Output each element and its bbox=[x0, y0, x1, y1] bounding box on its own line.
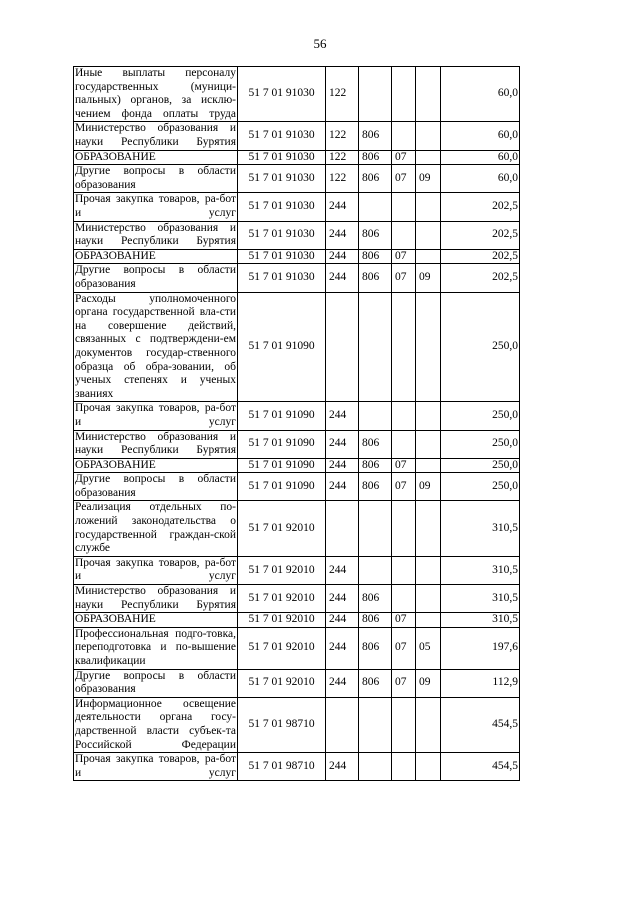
amount-cell: 250,0 bbox=[441, 458, 520, 473]
subsection-cell bbox=[416, 697, 441, 752]
ministry-code-cell: 806 bbox=[359, 150, 392, 165]
ministry-code-cell: 806 bbox=[359, 249, 392, 264]
ministry-code-cell bbox=[359, 697, 392, 752]
expense-type-cell: 244 bbox=[326, 458, 359, 473]
budget-table-body bbox=[74, 67, 520, 781]
section-cell: 07 bbox=[392, 165, 416, 193]
target-article-cell: 51 7 01 92010 bbox=[238, 627, 326, 669]
table-row bbox=[74, 458, 520, 473]
ministry-code-cell: 806 bbox=[359, 458, 392, 473]
amount-cell: 202,5 bbox=[441, 264, 520, 292]
expense-type-cell bbox=[326, 501, 359, 556]
section-cell: 07 bbox=[392, 613, 416, 628]
subsection-cell bbox=[416, 221, 441, 249]
subsection-cell bbox=[416, 193, 441, 221]
amount-cell: 202,5 bbox=[441, 221, 520, 249]
ministry-code-cell bbox=[359, 292, 392, 402]
target-article-cell: 51 7 01 91030 bbox=[238, 67, 326, 122]
expense-type-cell: 244 bbox=[326, 613, 359, 628]
section-cell: 07 bbox=[392, 264, 416, 292]
amount-cell: 60,0 bbox=[441, 67, 520, 122]
target-article-cell: 51 7 01 91090 bbox=[238, 402, 326, 430]
subsection-cell bbox=[416, 753, 441, 781]
table-row bbox=[74, 556, 520, 584]
subsection-cell bbox=[416, 430, 441, 458]
section-cell bbox=[392, 122, 416, 150]
item-name-cell: Профессиональная подго-товка, переподготовка и по-вышение квалификации bbox=[74, 627, 238, 669]
item-name-cell: Информационное освещение деятельности органа госу-дарственной власти субъек-та Российской Федерации bbox=[74, 697, 238, 752]
expense-type-cell: 244 bbox=[326, 264, 359, 292]
expense-type-cell: 122 bbox=[326, 122, 359, 150]
section-cell bbox=[392, 697, 416, 752]
table-row bbox=[74, 264, 520, 292]
amount-cell: 202,5 bbox=[441, 249, 520, 264]
target-article-cell: 51 7 01 91090 bbox=[238, 458, 326, 473]
subsection-cell bbox=[416, 458, 441, 473]
item-name-cell: Прочая закупка товаров, ра-бот и услуг bbox=[74, 753, 238, 781]
section-cell bbox=[392, 501, 416, 556]
table-row bbox=[74, 430, 520, 458]
target-article-cell: 51 7 01 92010 bbox=[238, 585, 326, 613]
amount-cell: 250,0 bbox=[441, 292, 520, 402]
subsection-cell bbox=[416, 150, 441, 165]
amount-cell: 60,0 bbox=[441, 165, 520, 193]
amount-cell: 250,0 bbox=[441, 473, 520, 501]
amount-cell: 202,5 bbox=[441, 193, 520, 221]
subsection-cell bbox=[416, 402, 441, 430]
ministry-code-cell bbox=[359, 556, 392, 584]
table-row bbox=[74, 193, 520, 221]
item-name-cell: Другие вопросы в области образования bbox=[74, 165, 238, 193]
item-name-cell: Другие вопросы в области образования bbox=[74, 669, 238, 697]
target-article-cell: 51 7 01 92010 bbox=[238, 556, 326, 584]
table-row bbox=[74, 292, 520, 402]
target-article-cell: 51 7 01 91090 bbox=[238, 473, 326, 501]
section-cell bbox=[392, 585, 416, 613]
amount-cell: 112,9 bbox=[441, 669, 520, 697]
item-name-cell: Министерство образования и науки Республики Бурятия bbox=[74, 430, 238, 458]
amount-cell: 250,0 bbox=[441, 430, 520, 458]
ministry-code-cell: 806 bbox=[359, 627, 392, 669]
amount-cell: 310,5 bbox=[441, 556, 520, 584]
expense-type-cell: 244 bbox=[326, 430, 359, 458]
expense-type-cell: 244 bbox=[326, 473, 359, 501]
subsection-cell bbox=[416, 249, 441, 264]
ministry-code-cell: 806 bbox=[359, 122, 392, 150]
expense-type-cell bbox=[326, 292, 359, 402]
item-name-cell: Другие вопросы в области образования bbox=[74, 473, 238, 501]
ministry-code-cell: 806 bbox=[359, 430, 392, 458]
subsection-cell bbox=[416, 613, 441, 628]
expense-type-cell: 244 bbox=[326, 221, 359, 249]
amount-cell: 310,5 bbox=[441, 613, 520, 628]
target-article-cell: 51 7 01 91090 bbox=[238, 430, 326, 458]
table-row bbox=[74, 473, 520, 501]
amount-cell: 454,5 bbox=[441, 697, 520, 752]
ministry-code-cell: 806 bbox=[359, 264, 392, 292]
target-article-cell: 51 7 01 91030 bbox=[238, 249, 326, 264]
section-cell bbox=[392, 430, 416, 458]
subsection-cell bbox=[416, 556, 441, 584]
target-article-cell: 51 7 01 91030 bbox=[238, 221, 326, 249]
table-row bbox=[74, 753, 520, 781]
section-cell bbox=[392, 402, 416, 430]
section-cell bbox=[392, 556, 416, 584]
expense-type-cell: 244 bbox=[326, 627, 359, 669]
amount-cell: 454,5 bbox=[441, 753, 520, 781]
ministry-code-cell: 806 bbox=[359, 585, 392, 613]
ministry-code-cell bbox=[359, 402, 392, 430]
expense-type-cell: 244 bbox=[326, 753, 359, 781]
target-article-cell: 51 7 01 98710 bbox=[238, 753, 326, 781]
ministry-code-cell: 806 bbox=[359, 473, 392, 501]
ministry-code-cell: 806 bbox=[359, 165, 392, 193]
target-article-cell: 51 7 01 91090 bbox=[238, 292, 326, 402]
table-row bbox=[74, 697, 520, 752]
subsection-cell: 09 bbox=[416, 473, 441, 501]
section-cell bbox=[392, 193, 416, 221]
section-cell bbox=[392, 221, 416, 249]
section-cell: 07 bbox=[392, 150, 416, 165]
target-article-cell: 51 7 01 92010 bbox=[238, 501, 326, 556]
subsection-cell bbox=[416, 67, 441, 122]
section-cell: 07 bbox=[392, 249, 416, 264]
table-row bbox=[74, 613, 520, 628]
ministry-code-cell: 806 bbox=[359, 613, 392, 628]
budget-table bbox=[73, 66, 520, 781]
ministry-code-cell: 806 bbox=[359, 669, 392, 697]
item-name-cell: ОБРАЗОВАНИЕ bbox=[74, 458, 238, 473]
subsection-cell: 09 bbox=[416, 264, 441, 292]
expense-type-cell: 244 bbox=[326, 402, 359, 430]
item-name-cell: Министерство образования и науки Республики Бурятия bbox=[74, 585, 238, 613]
amount-cell: 197,6 bbox=[441, 627, 520, 669]
target-article-cell: 51 7 01 91030 bbox=[238, 150, 326, 165]
page-number: 56 bbox=[313, 36, 327, 51]
item-name-cell: Расходы уполномоченного органа государственной вла-сти на совершение действий, связанных с подтверждени-ем документов государ-ственного образца об обра-зовании, об ученых степенях и ученых званиях bbox=[74, 292, 238, 402]
table-row bbox=[74, 627, 520, 669]
target-article-cell: 51 7 01 91030 bbox=[238, 193, 326, 221]
table-row bbox=[74, 150, 520, 165]
ministry-code-cell bbox=[359, 193, 392, 221]
target-article-cell: 51 7 01 91030 bbox=[238, 264, 326, 292]
expense-type-cell: 244 bbox=[326, 249, 359, 264]
target-article-cell: 51 7 01 98710 bbox=[238, 697, 326, 752]
amount-cell: 310,5 bbox=[441, 585, 520, 613]
ministry-code-cell bbox=[359, 501, 392, 556]
amount-cell: 60,0 bbox=[441, 150, 520, 165]
ministry-code-cell bbox=[359, 753, 392, 781]
amount-cell: 250,0 bbox=[441, 402, 520, 430]
target-article-cell: 51 7 01 92010 bbox=[238, 613, 326, 628]
table-row bbox=[74, 67, 520, 122]
expense-type-cell: 244 bbox=[326, 585, 359, 613]
subsection-cell bbox=[416, 292, 441, 402]
target-article-cell: 51 7 01 91030 bbox=[238, 165, 326, 193]
item-name-cell: ОБРАЗОВАНИЕ bbox=[74, 150, 238, 165]
expense-type-cell: 122 bbox=[326, 150, 359, 165]
table-row bbox=[74, 221, 520, 249]
section-cell: 07 bbox=[392, 458, 416, 473]
expense-type-cell: 122 bbox=[326, 67, 359, 122]
expense-type-cell bbox=[326, 697, 359, 752]
table-row bbox=[74, 122, 520, 150]
subsection-cell: 09 bbox=[416, 165, 441, 193]
subsection-cell bbox=[416, 122, 441, 150]
table-row bbox=[74, 501, 520, 556]
item-name-cell: ОБРАЗОВАНИЕ bbox=[74, 613, 238, 628]
section-cell bbox=[392, 67, 416, 122]
section-cell bbox=[392, 292, 416, 402]
item-name-cell: Прочая закупка товаров, ра-бот и услуг bbox=[74, 402, 238, 430]
section-cell: 07 bbox=[392, 669, 416, 697]
item-name-cell: Реализация отдельных по-ложений законодательства о государственной граждан-ской службе bbox=[74, 501, 238, 556]
target-article-cell: 51 7 01 91030 bbox=[238, 122, 326, 150]
item-name-cell: Иные выплаты персоналу государственных (муници-пальных) органов, за исклю-чением фонда оплаты труда bbox=[74, 67, 238, 122]
table-row bbox=[74, 165, 520, 193]
item-name-cell: Прочая закупка товаров, ра-бот и услуг bbox=[74, 193, 238, 221]
ministry-code-cell: 806 bbox=[359, 221, 392, 249]
table-row bbox=[74, 585, 520, 613]
item-name-cell: Прочая закупка товаров, ра-бот и услуг bbox=[74, 556, 238, 584]
ministry-code-cell bbox=[359, 67, 392, 122]
item-name-cell: ОБРАЗОВАНИЕ bbox=[74, 249, 238, 264]
subsection-cell: 05 bbox=[416, 627, 441, 669]
table-row bbox=[74, 402, 520, 430]
subsection-cell: 09 bbox=[416, 669, 441, 697]
section-cell: 07 bbox=[392, 627, 416, 669]
expense-type-cell: 244 bbox=[326, 669, 359, 697]
item-name-cell: Министерство образования и науки Республики Бурятия bbox=[74, 122, 238, 150]
item-name-cell: Другие вопросы в области образования bbox=[74, 264, 238, 292]
subsection-cell bbox=[416, 585, 441, 613]
amount-cell: 310,5 bbox=[441, 501, 520, 556]
amount-cell: 60,0 bbox=[441, 122, 520, 150]
expense-type-cell: 244 bbox=[326, 193, 359, 221]
item-name-cell: Министерство образования и науки Республики Бурятия bbox=[74, 221, 238, 249]
table-row bbox=[74, 669, 520, 697]
target-article-cell: 51 7 01 92010 bbox=[238, 669, 326, 697]
expense-type-cell: 244 bbox=[326, 556, 359, 584]
section-cell: 07 bbox=[392, 473, 416, 501]
section-cell bbox=[392, 753, 416, 781]
subsection-cell bbox=[416, 501, 441, 556]
table-row bbox=[74, 249, 520, 264]
expense-type-cell: 122 bbox=[326, 165, 359, 193]
